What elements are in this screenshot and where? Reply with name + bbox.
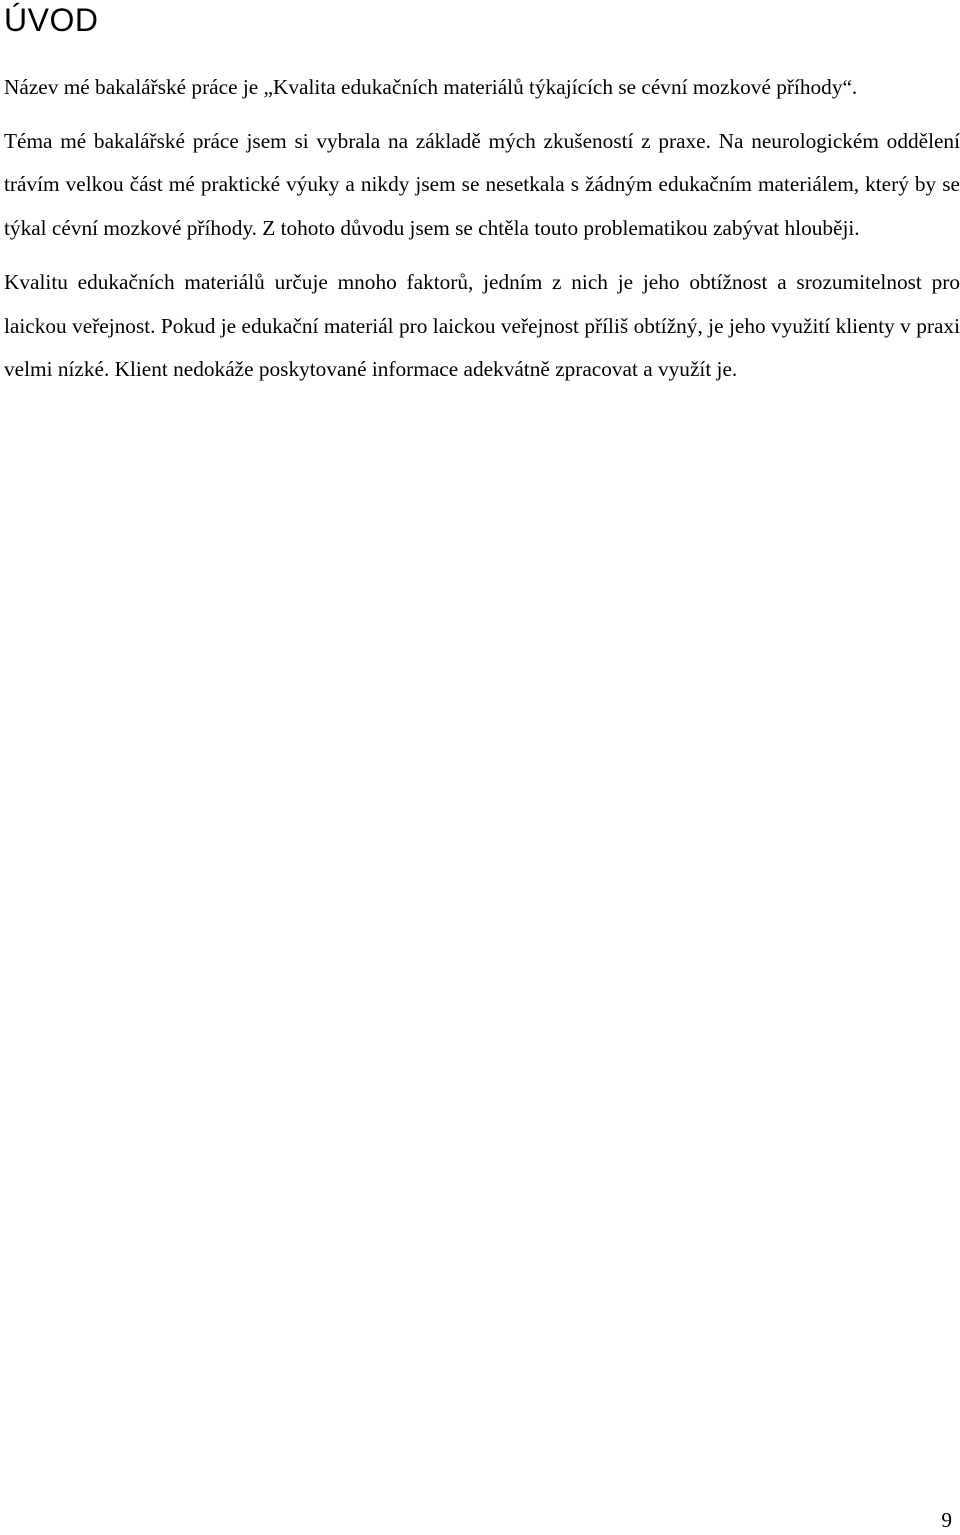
section-heading: ÚVOD [4,2,99,38]
paragraph-topic-motivation: Téma mé bakalářské práce jsem si vybrala na základě mých zkušeností z praxe. Na neurologickém oddělení trávím velkou část mé praktické výuky a nikdy jsem se nesetkala s žádným edukačním materiálem, který by se týkal cévní mozkové příhody. Z tohoto důvodu jsem se chtěla touto problematikou zabývat hlouběji. [4,128,960,241]
body-text [4,66,960,402]
paragraph-thesis-title: Název mé bakalářské práce je „Kvalita edukačních materiálů týkajících se cévní mozkové příhody“. [4,75,858,99]
paragraph-quality-factors: Kvalitu edukačních materiálů určuje mnoho faktorů, jedním z nich je jeho obtížnost a srozumitelnost pro laickou veřejnost. Pokud je edukační materiál pro laickou veřejnost příliš obtížný, je jeho využití klienty v praxi velmi nízké. Klient nedokáže poskytované informace adekvátně zpracovat a využít je. [4,269,960,382]
page-number: 9 [941,1508,952,1532]
